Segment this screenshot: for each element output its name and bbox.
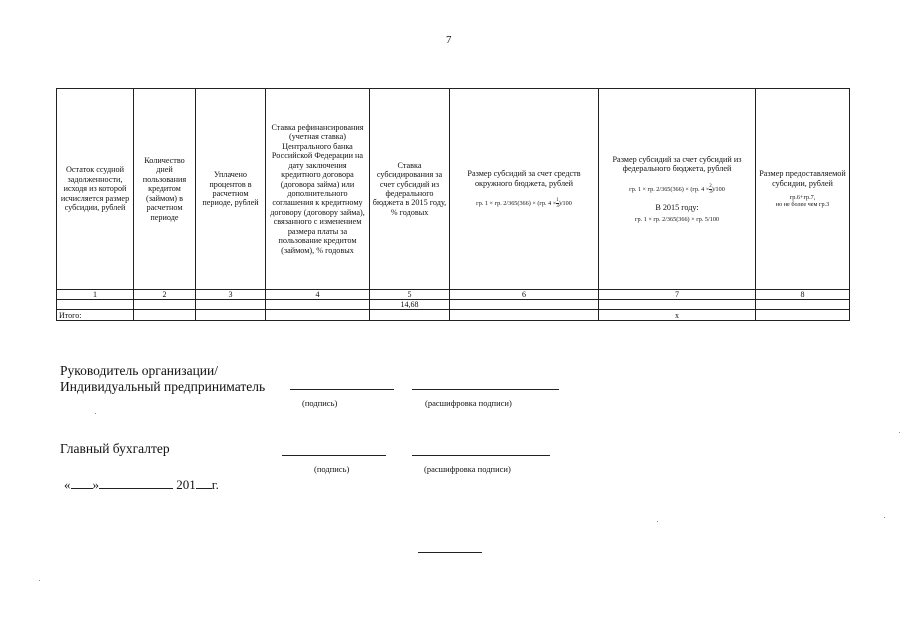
header-col-8-title: Размер предоставляемой субсидии, рублей: [759, 169, 846, 188]
col7-formula-1-suffix: )/100: [711, 185, 725, 193]
date-year-blank[interactable]: [196, 476, 212, 489]
col8-note-2: но не более чем гр.3: [775, 201, 830, 209]
accountant-signature-line[interactable]: [282, 455, 386, 456]
head-title-line-1: Руководитель организации/: [60, 363, 219, 378]
head-title-line-2: Индивидуальный предприниматель: [60, 379, 266, 394]
column-number-row: [57, 290, 850, 300]
bottom-divider: [418, 552, 482, 553]
total-col7-mark: x: [599, 310, 756, 321]
col7-fraction-den: 3: [709, 189, 712, 195]
scan-speck: [899, 432, 900, 433]
column-number-2: 2: [134, 290, 196, 300]
table-cell[interactable]: [266, 300, 370, 310]
table-cell[interactable]: [450, 300, 599, 310]
header-col-5: Ставка субсидирования за счет субсидий из федерального бюджета в 2015 году, % годовых: [370, 89, 450, 290]
head-signature-line[interactable]: [290, 389, 394, 390]
page-number: 7: [446, 34, 452, 46]
header-col-3: Уплачено процентов в расчетном периоде, рублей: [196, 89, 266, 290]
subsidy-rate-value: 14,68: [370, 300, 450, 310]
date-day-blank[interactable]: [71, 476, 93, 489]
date-close-quote: »: [92, 477, 99, 492]
date-month-blank[interactable]: [99, 476, 173, 489]
col6-fraction-num: 1: [556, 197, 559, 203]
header-col-7: [599, 89, 756, 290]
col6-formula-prefix: гр. 1 × гр. 2/365(366) × (гр. 4 ×: [476, 199, 557, 207]
col7-formula-2: гр. 1 × гр. 2/365(366) × гр. 5/100: [634, 216, 720, 224]
date-year-prefix: 201: [176, 477, 196, 492]
date-field[interactable]: [64, 476, 219, 493]
column-number-1: 1: [57, 290, 134, 300]
head-decoding-line[interactable]: [412, 389, 559, 390]
table-cell[interactable]: [370, 310, 450, 321]
col6-formula-suffix: )/100: [558, 199, 572, 207]
table-cell[interactable]: [196, 310, 266, 321]
accountant-title: Главный бухгалтер: [60, 441, 170, 456]
col8-note: [758, 194, 847, 208]
table-cell[interactable]: [599, 300, 756, 310]
scan-speck: [95, 413, 96, 414]
col8-note-1: гр.6+гр.7,: [789, 194, 816, 202]
column-number-3: 3: [196, 290, 266, 300]
table-row: [57, 300, 850, 310]
date-year-suffix: г.: [211, 477, 219, 492]
column-number-7: 7: [599, 290, 756, 300]
total-label: Итого:: [57, 310, 134, 321]
table-cell[interactable]: [196, 300, 266, 310]
date-open-quote: «: [64, 477, 71, 492]
table-cell[interactable]: [756, 310, 850, 321]
col6-fraction-den: 3: [556, 203, 559, 209]
col6-formula: [452, 198, 596, 209]
col7-formula-1: [601, 184, 753, 195]
header-col-6-title: Размер субсидий за счет средств окружного бюджета, рублей: [467, 169, 581, 188]
table-cell[interactable]: [134, 310, 196, 321]
accountant-decoding-line[interactable]: [412, 455, 550, 456]
scan-speck: [657, 521, 658, 522]
table-cell[interactable]: [756, 300, 850, 310]
head-decoding-caption: (расшифровка подписи): [425, 398, 512, 408]
table-cell[interactable]: [134, 300, 196, 310]
table-cell[interactable]: [57, 300, 134, 310]
header-col-8: [756, 89, 850, 290]
accountant-signature-caption: (подпись): [314, 464, 350, 474]
header-col-7-title: Размер субсидий за счет субсидий из федерального бюджета, рублей: [612, 154, 742, 174]
table-cell[interactable]: [450, 310, 599, 321]
header-col-2: Количество дней пользования кредитом (займом) в расчетном периоде: [134, 89, 196, 290]
column-number-5: 5: [370, 290, 450, 300]
header-col-6: [450, 89, 599, 290]
total-row: [57, 310, 850, 321]
col7-year-label: В 2015 году:: [655, 202, 699, 212]
head-title: [60, 363, 265, 395]
column-number-6: 6: [450, 290, 599, 300]
col7-formula-1-prefix: гр. 1 × гр. 2/365(366) × (гр. 4 ×: [629, 185, 710, 193]
column-number-8: 8: [756, 290, 850, 300]
column-number-4: 4: [266, 290, 370, 300]
col7-fraction-num: 2: [709, 183, 712, 189]
scan-speck: [884, 517, 885, 518]
subsidy-calculation-table: [56, 88, 850, 321]
header-row: [57, 89, 850, 290]
scan-speck: [39, 580, 40, 581]
header-col-1: Остаток ссудной задолженности, исходя из которой исчисляется размер субсидии, рублей: [57, 89, 134, 290]
table-cell[interactable]: [266, 310, 370, 321]
accountant-decoding-caption: (расшифровка подписи): [424, 464, 511, 474]
header-col-4: Ставка рефинансирования (учетная ставка) Центрального банка Российской Федерации на дату заключения кредитного договора (договора займа) или дополнительного соглашения к кредитному договору (договору займа), связанного с изменением размера платы за пользование кредитом (займом), % годовых: [266, 89, 370, 290]
head-signature-caption: (подпись): [302, 398, 338, 408]
